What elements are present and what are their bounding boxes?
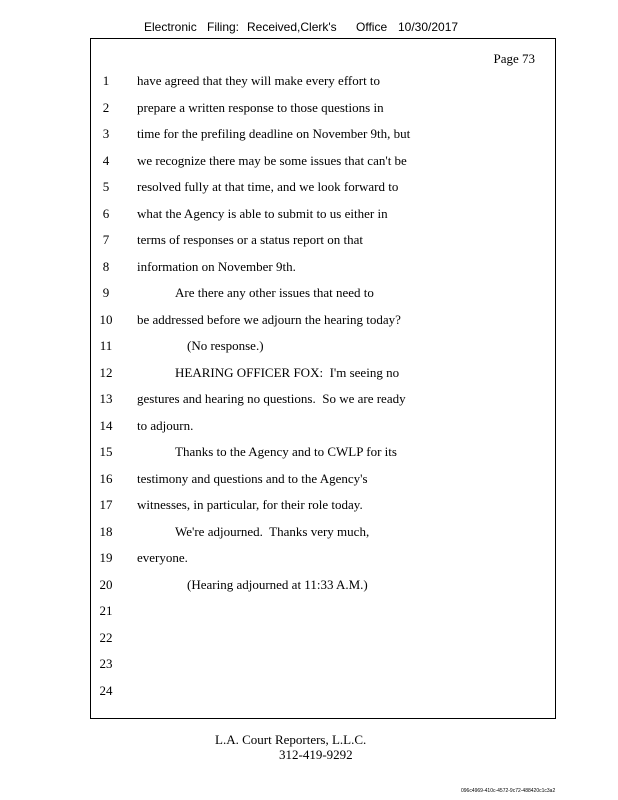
line-number: 3 xyxy=(102,126,110,141)
transcript-line xyxy=(91,283,555,303)
line-text: have agreed that they will make every effort to xyxy=(137,73,381,88)
transcript-line xyxy=(91,416,555,436)
transcript-line xyxy=(91,495,555,515)
line-text: we recognize there may be some issues that can't be xyxy=(137,152,407,168)
filing-header-date: 10/30/2017 xyxy=(398,20,459,34)
line-number: 23 xyxy=(99,656,113,671)
line-number: 9 xyxy=(102,285,110,300)
line-number: 20 xyxy=(99,576,113,592)
transcript-line xyxy=(91,204,555,224)
filing-header-received: Received,Clerk's xyxy=(247,20,337,34)
line-number: 14 xyxy=(99,417,113,433)
document-id: 096c4969-410c-4572-9c72-488420c1c3a2 xyxy=(461,788,556,794)
transcript-line xyxy=(91,336,555,356)
line-number: 19 xyxy=(99,550,113,565)
filing-header-electronic: Electronic xyxy=(144,20,197,34)
transcript-line xyxy=(91,151,555,171)
transcript-line xyxy=(91,71,555,91)
transcript-page xyxy=(90,38,556,719)
transcript-line xyxy=(91,363,555,383)
line-text: testimony and questions and to the Agency's xyxy=(137,470,368,486)
line-number: 5 xyxy=(102,179,110,194)
line-text: information on November 9th. xyxy=(137,258,296,274)
line-number: 8 xyxy=(102,258,110,274)
line-number: 22 xyxy=(99,629,113,645)
transcript-line xyxy=(91,177,555,197)
transcript-line xyxy=(91,310,555,330)
line-text: HEARING OFFICER FOX: I'm seeing no xyxy=(175,364,400,380)
transcript-line xyxy=(91,442,555,462)
transcript-line xyxy=(91,575,555,595)
line-text: to adjourn. xyxy=(137,417,194,433)
transcript-line xyxy=(91,98,555,118)
line-number: 1 xyxy=(102,73,110,88)
transcript-line xyxy=(91,124,555,144)
court-reporter-name: L.A. Court Reporters, L.L.C. xyxy=(215,732,367,747)
line-number: 24 xyxy=(99,682,113,698)
line-text: be addressed before we adjourn the hearing today? xyxy=(137,311,401,327)
line-text: everyone. xyxy=(137,550,188,565)
transcript-line xyxy=(91,601,555,621)
line-number: 2 xyxy=(102,99,110,115)
line-text: witnesses, in particular, for their role today. xyxy=(137,497,363,512)
line-number: 10 xyxy=(99,311,113,327)
line-number: 21 xyxy=(99,603,113,618)
line-number: 18 xyxy=(99,523,113,539)
line-text: prepare a written response to those questions in xyxy=(137,99,384,115)
line-text: Thanks to the Agency and to CWLP for its xyxy=(175,444,397,459)
page-number: Page 73 xyxy=(493,51,535,66)
line-number: 16 xyxy=(99,470,113,486)
line-number: 13 xyxy=(99,391,113,406)
line-text: resolved fully at that time, and we look forward to xyxy=(137,179,399,194)
line-text: what the Agency is able to submit to us either in xyxy=(137,205,388,221)
line-text: (No response.) xyxy=(187,338,264,353)
line-number: 7 xyxy=(102,232,110,247)
line-number: 4 xyxy=(102,152,110,168)
line-text: time for the prefiling deadline on November 9th, but xyxy=(137,126,411,141)
line-text: terms of responses or a status report on that xyxy=(137,232,364,247)
transcript-line xyxy=(91,389,555,409)
line-number: 12 xyxy=(99,364,113,380)
transcript-line xyxy=(91,654,555,674)
filing-header-office: Office xyxy=(356,20,388,34)
filing-header xyxy=(0,20,618,38)
transcript-line xyxy=(91,522,555,542)
transcript-line xyxy=(91,628,555,648)
line-number: 15 xyxy=(99,444,113,459)
filing-header-filing: Filing: xyxy=(207,20,240,34)
line-number: 6 xyxy=(102,205,110,221)
line-text: (Hearing adjourned at 11:33 A.M.) xyxy=(187,576,368,592)
transcript-line xyxy=(91,230,555,250)
line-number: 11 xyxy=(99,338,113,353)
line-text: We're adjourned. Thanks very much, xyxy=(175,523,370,539)
transcript-line xyxy=(91,257,555,277)
court-reporter-phone: 312-419-9292 xyxy=(279,747,353,762)
line-text: gestures and hearing no questions. So we are ready xyxy=(137,391,406,406)
transcript-line xyxy=(91,681,555,701)
transcript-line xyxy=(91,548,555,568)
transcript-line xyxy=(91,469,555,489)
line-text: Are there any other issues that need to xyxy=(175,285,374,300)
line-number: 17 xyxy=(99,497,113,512)
